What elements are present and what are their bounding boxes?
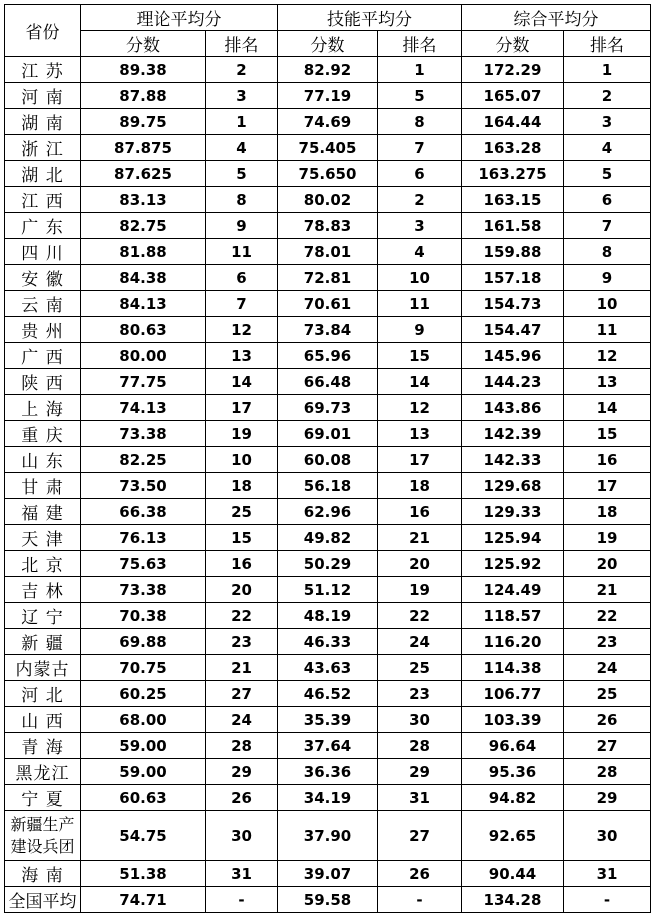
skill-score-cell: 46.52 xyxy=(278,681,378,707)
province-cell: 甘 肃 xyxy=(5,473,81,499)
skill-score-cell: 75.650 xyxy=(278,161,378,187)
table-row xyxy=(5,343,651,369)
skill-score-cell: 72.81 xyxy=(278,265,378,291)
overall-rank-cell: - xyxy=(564,887,651,913)
overall-rank-cell: 15 xyxy=(564,421,651,447)
skill-score-cell: 62.96 xyxy=(278,499,378,525)
overall-score-cell: 106.77 xyxy=(462,681,564,707)
province-cell: 陕 西 xyxy=(5,369,81,395)
table-row xyxy=(5,499,651,525)
overall-rank-cell: 5 xyxy=(564,161,651,187)
overall-score-cell: 96.64 xyxy=(462,733,564,759)
province-cell: 全国平均 xyxy=(5,887,81,913)
skill-score-cell: 77.19 xyxy=(278,83,378,109)
theory-rank-cell: 11 xyxy=(206,239,278,265)
overall-score-cell: 163.28 xyxy=(462,135,564,161)
theory-score-cell: 59.00 xyxy=(81,733,206,759)
table-row xyxy=(5,213,651,239)
skill-avg-header: 技能平均分 xyxy=(278,5,462,31)
theory-score-cell: 66.38 xyxy=(81,499,206,525)
theory-rank-cell: 16 xyxy=(206,551,278,577)
skill-score-header: 分数 xyxy=(278,31,378,57)
province-cell: 山 西 xyxy=(5,707,81,733)
overall-rank-cell: 4 xyxy=(564,135,651,161)
skill-score-cell: 49.82 xyxy=(278,525,378,551)
theory-score-cell: 60.63 xyxy=(81,785,206,811)
overall-rank-cell: 13 xyxy=(564,369,651,395)
theory-rank-cell: 28 xyxy=(206,733,278,759)
overall-score-cell: 92.65 xyxy=(462,811,564,861)
skill-score-cell: 34.19 xyxy=(278,785,378,811)
overall-rank-cell: 31 xyxy=(564,861,651,887)
overall-rank-cell: 27 xyxy=(564,733,651,759)
overall-rank-cell: 30 xyxy=(564,811,651,861)
theory-rank-cell: 30 xyxy=(206,811,278,861)
skill-score-cell: 82.92 xyxy=(278,57,378,83)
theory-score-cell: 87.88 xyxy=(81,83,206,109)
theory-rank-cell: 4 xyxy=(206,135,278,161)
skill-rank-header: 排名 xyxy=(378,31,462,57)
skill-rank-cell: 21 xyxy=(378,525,462,551)
theory-rank-cell: 17 xyxy=(206,395,278,421)
skill-rank-cell: 26 xyxy=(378,861,462,887)
skill-rank-cell: 15 xyxy=(378,343,462,369)
theory-rank-cell: 31 xyxy=(206,861,278,887)
theory-score-cell: 77.75 xyxy=(81,369,206,395)
table-row xyxy=(5,109,651,135)
overall-rank-cell: 14 xyxy=(564,395,651,421)
theory-score-cell: 84.38 xyxy=(81,265,206,291)
overall-score-cell: 154.47 xyxy=(462,317,564,343)
overall-rank-cell: 8 xyxy=(564,239,651,265)
province-score-table xyxy=(4,4,651,913)
province-cell: 广 东 xyxy=(5,213,81,239)
overall-score-cell: 144.23 xyxy=(462,369,564,395)
theory-rank-cell: 15 xyxy=(206,525,278,551)
skill-rank-cell: 18 xyxy=(378,473,462,499)
overall-rank-cell: 16 xyxy=(564,447,651,473)
skill-rank-cell: 11 xyxy=(378,291,462,317)
skill-score-cell: 51.12 xyxy=(278,577,378,603)
table-row xyxy=(5,265,651,291)
overall-score-cell: 164.44 xyxy=(462,109,564,135)
theory-score-cell: 51.38 xyxy=(81,861,206,887)
theory-rank-cell: 21 xyxy=(206,655,278,681)
table-row xyxy=(5,473,651,499)
province-cell: 安 徽 xyxy=(5,265,81,291)
theory-rank-cell: 14 xyxy=(206,369,278,395)
theory-rank-cell: 25 xyxy=(206,499,278,525)
theory-rank-cell: 23 xyxy=(206,629,278,655)
table-row xyxy=(5,187,651,213)
theory-score-cell: 74.71 xyxy=(81,887,206,913)
overall-rank-cell: 12 xyxy=(564,343,651,369)
overall-rank-header: 排名 xyxy=(564,31,651,57)
skill-rank-cell: 24 xyxy=(378,629,462,655)
theory-rank-cell: 26 xyxy=(206,785,278,811)
overall-rank-cell: 26 xyxy=(564,707,651,733)
skill-rank-cell: 25 xyxy=(378,655,462,681)
skill-rank-cell: 5 xyxy=(378,83,462,109)
table-body xyxy=(5,57,651,913)
skill-rank-cell: 6 xyxy=(378,161,462,187)
overall-score-cell: 125.92 xyxy=(462,551,564,577)
overall-score-cell: 142.33 xyxy=(462,447,564,473)
table-row xyxy=(5,707,651,733)
theory-score-cell: 80.00 xyxy=(81,343,206,369)
province-cell: 四 川 xyxy=(5,239,81,265)
skill-score-cell: 36.36 xyxy=(278,759,378,785)
theory-rank-cell: 10 xyxy=(206,447,278,473)
skill-rank-cell: 7 xyxy=(378,135,462,161)
skill-rank-cell: 9 xyxy=(378,317,462,343)
theory-rank-cell: 7 xyxy=(206,291,278,317)
skill-rank-cell: 10 xyxy=(378,265,462,291)
province-cell: 江 西 xyxy=(5,187,81,213)
province-cell: 海 南 xyxy=(5,861,81,887)
overall-score-cell: 114.38 xyxy=(462,655,564,681)
overall-rank-cell: 2 xyxy=(564,83,651,109)
province-cell: 宁 夏 xyxy=(5,785,81,811)
overall-score-cell: 103.39 xyxy=(462,707,564,733)
theory-score-cell: 69.88 xyxy=(81,629,206,655)
header-row-groups xyxy=(5,5,651,31)
table-row xyxy=(5,57,651,83)
theory-score-cell: 70.75 xyxy=(81,655,206,681)
province-cell: 河 南 xyxy=(5,83,81,109)
overall-score-cell: 124.49 xyxy=(462,577,564,603)
theory-score-cell: 80.63 xyxy=(81,317,206,343)
overall-rank-cell: 29 xyxy=(564,785,651,811)
table-row xyxy=(5,161,651,187)
province-cell: 河 北 xyxy=(5,681,81,707)
skill-rank-cell: 20 xyxy=(378,551,462,577)
province-cell: 新 疆 xyxy=(5,629,81,655)
overall-score-cell: 134.28 xyxy=(462,887,564,913)
skill-rank-cell: 3 xyxy=(378,213,462,239)
province-cell: 重 庆 xyxy=(5,421,81,447)
overall-rank-cell: 24 xyxy=(564,655,651,681)
skill-score-cell: 59.58 xyxy=(278,887,378,913)
theory-rank-cell: 8 xyxy=(206,187,278,213)
overall-rank-cell: 11 xyxy=(564,317,651,343)
skill-rank-cell: 16 xyxy=(378,499,462,525)
theory-score-header: 分数 xyxy=(81,31,206,57)
theory-rank-cell: 18 xyxy=(206,473,278,499)
province-cell: 新疆生产建设兵团 xyxy=(5,811,81,861)
skill-rank-cell: 29 xyxy=(378,759,462,785)
province-cell: 广 西 xyxy=(5,343,81,369)
skill-rank-cell: 8 xyxy=(378,109,462,135)
theory-score-cell: 59.00 xyxy=(81,759,206,785)
province-cell: 湖 南 xyxy=(5,109,81,135)
overall-rank-cell: 3 xyxy=(564,109,651,135)
skill-score-cell: 35.39 xyxy=(278,707,378,733)
skill-rank-cell: 23 xyxy=(378,681,462,707)
table-row xyxy=(5,785,651,811)
province-cell: 浙 江 xyxy=(5,135,81,161)
theory-rank-cell: 24 xyxy=(206,707,278,733)
theory-rank-cell: 12 xyxy=(206,317,278,343)
overall-score-cell: 142.39 xyxy=(462,421,564,447)
theory-rank-cell: 9 xyxy=(206,213,278,239)
overall-rank-cell: 7 xyxy=(564,213,651,239)
skill-score-cell: 70.61 xyxy=(278,291,378,317)
skill-score-cell: 78.83 xyxy=(278,213,378,239)
theory-score-cell: 87.875 xyxy=(81,135,206,161)
skill-score-cell: 60.08 xyxy=(278,447,378,473)
skill-score-cell: 65.96 xyxy=(278,343,378,369)
table-row xyxy=(5,551,651,577)
skill-rank-cell: 19 xyxy=(378,577,462,603)
skill-rank-cell: - xyxy=(378,887,462,913)
skill-rank-cell: 13 xyxy=(378,421,462,447)
table-row xyxy=(5,369,651,395)
theory-rank-cell: 2 xyxy=(206,57,278,83)
skill-rank-cell: 1 xyxy=(378,57,462,83)
skill-score-cell: 66.48 xyxy=(278,369,378,395)
overall-rank-cell: 21 xyxy=(564,577,651,603)
overall-score-cell: 116.20 xyxy=(462,629,564,655)
overall-rank-cell: 28 xyxy=(564,759,651,785)
overall-score-cell: 161.58 xyxy=(462,213,564,239)
table-row xyxy=(5,759,651,785)
overall-rank-cell: 17 xyxy=(564,473,651,499)
table-row xyxy=(5,655,651,681)
overall-rank-cell: 22 xyxy=(564,603,651,629)
theory-score-cell: 87.625 xyxy=(81,161,206,187)
skill-score-cell: 50.29 xyxy=(278,551,378,577)
theory-score-cell: 75.63 xyxy=(81,551,206,577)
overall-score-cell: 163.15 xyxy=(462,187,564,213)
overall-avg-header: 综合平均分 xyxy=(462,5,651,31)
theory-rank-cell: 20 xyxy=(206,577,278,603)
theory-rank-cell: 6 xyxy=(206,265,278,291)
overall-score-cell: 154.73 xyxy=(462,291,564,317)
overall-score-cell: 118.57 xyxy=(462,603,564,629)
overall-rank-cell: 19 xyxy=(564,525,651,551)
theory-rank-cell: 1 xyxy=(206,109,278,135)
overall-score-cell: 90.44 xyxy=(462,861,564,887)
theory-rank-cell: 29 xyxy=(206,759,278,785)
overall-score-cell: 94.82 xyxy=(462,785,564,811)
province-cell: 内蒙古 xyxy=(5,655,81,681)
province-cell: 云 南 xyxy=(5,291,81,317)
theory-rank-cell: 19 xyxy=(206,421,278,447)
skill-score-cell: 73.84 xyxy=(278,317,378,343)
theory-score-cell: 81.88 xyxy=(81,239,206,265)
table-row xyxy=(5,681,651,707)
skill-rank-cell: 27 xyxy=(378,811,462,861)
province-cell: 黑龙江 xyxy=(5,759,81,785)
skill-score-cell: 56.18 xyxy=(278,473,378,499)
skill-score-cell: 37.90 xyxy=(278,811,378,861)
table-row xyxy=(5,421,651,447)
theory-rank-cell: 22 xyxy=(206,603,278,629)
table-row xyxy=(5,239,651,265)
theory-score-cell: 73.50 xyxy=(81,473,206,499)
overall-score-cell: 125.94 xyxy=(462,525,564,551)
table-row xyxy=(5,135,651,161)
theory-rank-cell: 13 xyxy=(206,343,278,369)
overall-score-cell: 159.88 xyxy=(462,239,564,265)
overall-score-header: 分数 xyxy=(462,31,564,57)
table-row xyxy=(5,447,651,473)
skill-rank-cell: 4 xyxy=(378,239,462,265)
theory-rank-cell: 27 xyxy=(206,681,278,707)
theory-rank-cell: - xyxy=(206,887,278,913)
province-cell: 上 海 xyxy=(5,395,81,421)
table-header xyxy=(5,5,651,57)
skill-rank-cell: 12 xyxy=(378,395,462,421)
theory-score-cell: 82.25 xyxy=(81,447,206,473)
overall-rank-cell: 6 xyxy=(564,187,651,213)
national-average-row xyxy=(5,887,651,913)
theory-score-cell: 54.75 xyxy=(81,811,206,861)
table-row xyxy=(5,525,651,551)
skill-score-cell: 69.73 xyxy=(278,395,378,421)
skill-score-cell: 74.69 xyxy=(278,109,378,135)
skill-score-cell: 69.01 xyxy=(278,421,378,447)
theory-rank-cell: 5 xyxy=(206,161,278,187)
table-row xyxy=(5,577,651,603)
theory-score-cell: 82.75 xyxy=(81,213,206,239)
skill-rank-cell: 28 xyxy=(378,733,462,759)
theory-rank-header: 排名 xyxy=(206,31,278,57)
overall-score-cell: 143.86 xyxy=(462,395,564,421)
table-row xyxy=(5,811,651,861)
overall-score-cell: 157.18 xyxy=(462,265,564,291)
overall-score-cell: 163.275 xyxy=(462,161,564,187)
skill-score-cell: 46.33 xyxy=(278,629,378,655)
skill-rank-cell: 17 xyxy=(378,447,462,473)
overall-score-cell: 129.33 xyxy=(462,499,564,525)
skill-score-cell: 75.405 xyxy=(278,135,378,161)
skill-rank-cell: 2 xyxy=(378,187,462,213)
overall-score-cell: 165.07 xyxy=(462,83,564,109)
province-cell: 山 东 xyxy=(5,447,81,473)
overall-rank-cell: 10 xyxy=(564,291,651,317)
theory-score-cell: 74.13 xyxy=(81,395,206,421)
province-cell: 北 京 xyxy=(5,551,81,577)
theory-score-cell: 89.75 xyxy=(81,109,206,135)
skill-rank-cell: 30 xyxy=(378,707,462,733)
theory-score-cell: 83.13 xyxy=(81,187,206,213)
skill-score-cell: 48.19 xyxy=(278,603,378,629)
table-row xyxy=(5,291,651,317)
overall-rank-cell: 20 xyxy=(564,551,651,577)
province-cell: 江 苏 xyxy=(5,57,81,83)
theory-score-cell: 76.13 xyxy=(81,525,206,551)
theory-score-cell: 60.25 xyxy=(81,681,206,707)
theory-score-cell: 89.38 xyxy=(81,57,206,83)
overall-rank-cell: 1 xyxy=(564,57,651,83)
table-row xyxy=(5,317,651,343)
theory-score-cell: 84.13 xyxy=(81,291,206,317)
overall-rank-cell: 25 xyxy=(564,681,651,707)
table-row xyxy=(5,603,651,629)
province-cell: 贵 州 xyxy=(5,317,81,343)
overall-score-cell: 145.96 xyxy=(462,343,564,369)
theory-score-cell: 73.38 xyxy=(81,421,206,447)
skill-score-cell: 80.02 xyxy=(278,187,378,213)
overall-rank-cell: 18 xyxy=(564,499,651,525)
theory-score-cell: 70.38 xyxy=(81,603,206,629)
overall-score-cell: 172.29 xyxy=(462,57,564,83)
theory-rank-cell: 3 xyxy=(206,83,278,109)
overall-score-cell: 95.36 xyxy=(462,759,564,785)
theory-avg-header: 理论平均分 xyxy=(81,5,278,31)
province-cell: 吉 林 xyxy=(5,577,81,603)
theory-score-cell: 73.38 xyxy=(81,577,206,603)
overall-rank-cell: 9 xyxy=(564,265,651,291)
skill-score-cell: 43.63 xyxy=(278,655,378,681)
table-row xyxy=(5,733,651,759)
skill-rank-cell: 14 xyxy=(378,369,462,395)
province-cell: 福 建 xyxy=(5,499,81,525)
province-cell: 天 津 xyxy=(5,525,81,551)
province-cell: 辽 宁 xyxy=(5,603,81,629)
province-cell: 湖 北 xyxy=(5,161,81,187)
table-row xyxy=(5,83,651,109)
table-row xyxy=(5,629,651,655)
province-cell: 青 海 xyxy=(5,733,81,759)
overall-rank-cell: 23 xyxy=(564,629,651,655)
table-row xyxy=(5,395,651,421)
theory-score-cell: 68.00 xyxy=(81,707,206,733)
skill-score-cell: 78.01 xyxy=(278,239,378,265)
overall-score-cell: 129.68 xyxy=(462,473,564,499)
skill-score-cell: 39.07 xyxy=(278,861,378,887)
header-row-subcolumns xyxy=(5,31,651,57)
skill-score-cell: 37.64 xyxy=(278,733,378,759)
skill-rank-cell: 31 xyxy=(378,785,462,811)
skill-rank-cell: 22 xyxy=(378,603,462,629)
province-header: 省份 xyxy=(5,5,81,57)
